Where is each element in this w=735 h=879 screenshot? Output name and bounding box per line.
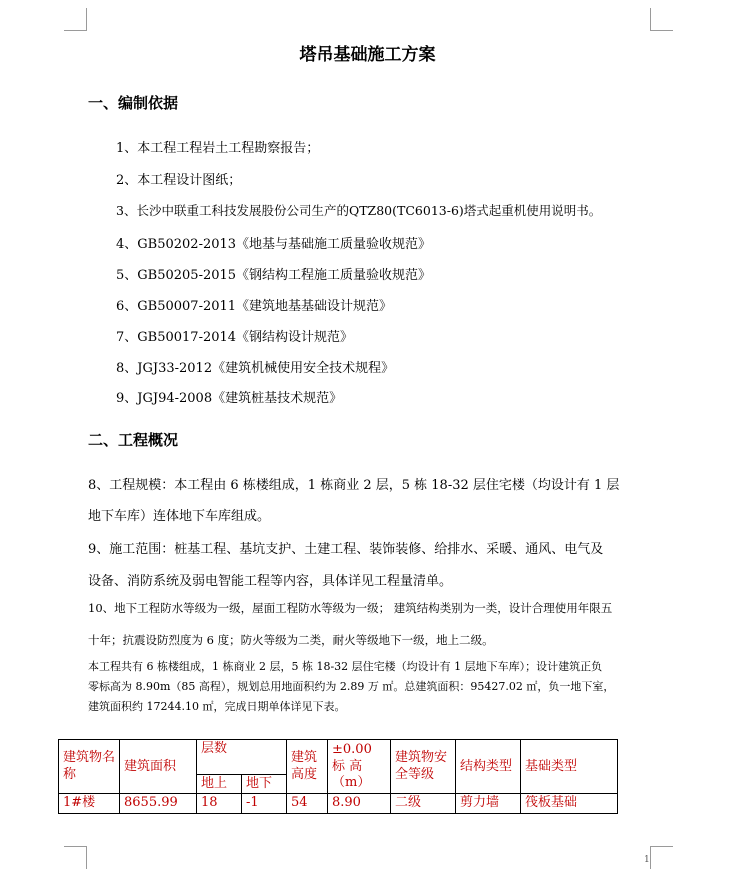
margin-mark-top-right — [650, 8, 673, 31]
header-structure-type: 结构类型 — [456, 740, 521, 794]
scope-paragraph: 9、施工范围：桩基工程、基坑支护、土建工程、装饰装修、给排水、采暖、通风、电气及 — [88, 542, 604, 557]
cell-elevation: 8.90 — [328, 794, 391, 813]
basis-item: 3、长沙中联重工科技发展股份公司生产的QTZ80(TC6013-6)塔式起重机使用说明书。 — [116, 203, 602, 218]
header-building-name: 建筑物名称 — [59, 740, 120, 794]
basis-item: 2、本工程设计图纸； — [116, 173, 242, 188]
document-title: 塔吊基础施工方案 — [299, 45, 436, 65]
basis-item: 7、GB50017-2014《钢结构设计规范》 — [116, 330, 354, 345]
margin-mark-bottom-left — [64, 846, 87, 869]
cell-foundation-type: 筏板基础 — [521, 794, 618, 813]
basis-item: 5、GB50205-2015《钢结构工程施工质量验收规范》 — [116, 268, 432, 283]
margin-mark-bottom-right — [650, 846, 673, 869]
cell-building-name: 1#楼 — [59, 794, 120, 813]
header-elevation: ±0.00 标 高（m） — [328, 740, 391, 794]
header-above-ground: 地上 — [197, 775, 242, 794]
cell-area: 8655.99 — [120, 794, 197, 813]
basis-item: 6、GB50007-2011《建筑地基基础设计规范》 — [116, 299, 393, 314]
page-number: 1 — [644, 855, 650, 865]
header-safety-level: 建筑物安全等级 — [391, 740, 456, 794]
header-foundation-type: 基础类型 — [521, 740, 618, 794]
cell-above-ground: 18 — [197, 794, 242, 813]
basis-item: 4、GB50202-2013《地基与基础施工质量验收规范》 — [116, 237, 432, 252]
summary-paragraph: 本工程共有 6 栋楼组成，1 栋商业 2 层，5 栋 18-32 层住宅楼（均设计有 1 层地下车库）；设计建筑正负 — [88, 660, 603, 673]
table-row — [59, 794, 618, 813]
cell-safety-level: 二级 — [391, 794, 456, 813]
section-heading-basis: 一、编制依据 — [88, 94, 179, 112]
margin-mark-top-left — [64, 8, 87, 31]
section-heading-overview: 二、工程概况 — [88, 431, 179, 449]
header-below-ground: 地下 — [242, 775, 287, 794]
scale-paragraph: 8、工程规模：本工程由 6 栋楼组成，1 栋商业 2 层，5 栋 18-32 层住宅楼（均设计有 1 层 — [88, 478, 620, 493]
basis-item: 1、本工程工程岩土工程勘察报告； — [116, 141, 320, 156]
basis-item: 8、JGJ33-2012《建筑机械使用安全技术规程》 — [116, 361, 395, 376]
cell-structure-type: 剪力墙 — [456, 794, 521, 813]
header-floors: 层数 — [197, 740, 287, 775]
scale-paragraph-cont: 地下车库）连体地下车库组成。 — [88, 509, 271, 524]
basis-item: 9、JGJ94-2008《建筑桩基技术规范》 — [116, 391, 343, 406]
header-area: 建筑面积 — [120, 740, 197, 794]
cell-below-ground: -1 — [242, 794, 287, 813]
scope-paragraph-cont: 设备、消防系统及弱电智能工程等内容，具体详见工程量清单。 — [88, 574, 453, 589]
header-height: 建筑高度 — [287, 740, 328, 794]
summary-paragraph-end: 建筑面积约 17244.10 ㎡，完成日期单体详见下表。 — [88, 700, 346, 713]
cell-height: 54 — [287, 794, 328, 813]
waterproof-paragraph: 10、地下工程防水等级为一级，屋面工程防水等级为一级； 建筑结构类别为一类，设计合理使用年限五 — [88, 601, 613, 615]
table-header-row — [59, 740, 618, 775]
waterproof-paragraph-cont: 十年；抗震设防烈度为 6 度；防火等级为二类，耐火等级地下一级，地上二级。 — [88, 633, 494, 647]
building-table — [58, 739, 618, 814]
summary-paragraph-cont: 零标高为 8.90m（85 高程），规划总用地面积约为 2.89 万 ㎡。总建筑面积：95427.02 ㎡，负一地下室， — [88, 680, 615, 693]
